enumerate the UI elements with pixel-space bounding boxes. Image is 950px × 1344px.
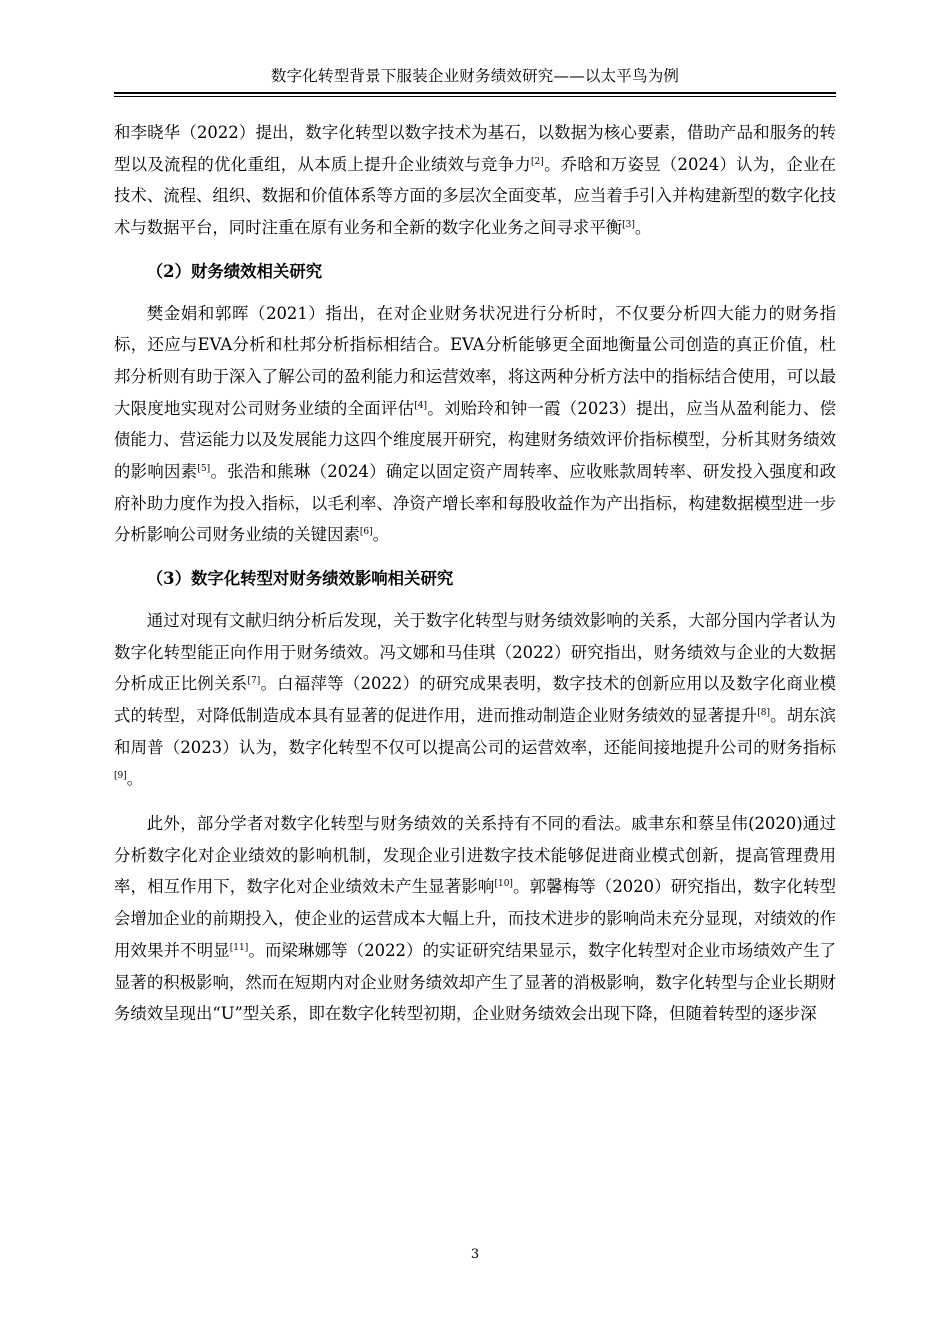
- citation-3: [3]: [622, 220, 635, 231]
- citation-6: [6]: [359, 527, 373, 538]
- citation-8: [8]: [757, 707, 771, 718]
- citation-2: [2]: [531, 156, 544, 167]
- citation-11: [11]: [229, 942, 249, 953]
- header-rule-thin: [114, 96, 836, 97]
- section-heading-digital-impact: （3）数字化转型对财务绩效影响相关研究: [146, 569, 454, 589]
- paragraph-differing-views: 此外，部分学者对数字化转型与财务绩效的关系持有不同的看法。戚聿东和蔡呈伟(2020)通过分析数字化对企业绩效的影响机制，发现企业引进数字技术能够促进商业模式创新，提高管理费用率，相互作用下，数字化对企业绩效未产生显著影响[10]。郭馨梅等（2020）研究指出，数字化转型会增加企业的前期投入，使企业的运营成本大幅上升，而技术进步的影响尚未充分显现，对绩效的作用效果并不明显[11]。而梁琳娜等（2022）的实证研究结果显示，数字化转型对企业市场绩效产生了显著的积极影响，然而在短期内对企业财务绩效却产生了显著的消极影响，数字化转型与企业长期财务绩效呈现出“U”型关系，即在数字化转型初期，企业财务绩效会出现下降，但随着转型的逐步深: [114, 814, 837, 1024]
- citation-4: [4]: [414, 400, 428, 411]
- paragraph-positive-impact-research: 通过对现有文献归纳分析后发现，关于数字化转型与财务绩效影响的关系，大部分国内学者认为数字化转型能正向作用于财务绩效。冯文娜和马佳琪（2022）研究指出，财务绩效与企业的大数据分析成正比例关系[7]。白福萍等（2022）的研究成果表明，数字技术的创新应用以及数字化商业模式的转型，对降低制造成本具有显著的促进作用，进而推动制造企业财务绩效的显著提升[8]。胡东滨和周普（2023）认为，数字化转型不仅可以提高公司的运营效率，还能间接地提升公司的财务指标[9]。: [114, 610, 837, 789]
- header-rule-thick: [114, 92, 836, 94]
- running-header: 数字化转型背景下服装企业财务绩效研究——以太平鸟为例: [270, 67, 680, 85]
- section-heading-financial-performance: （2）财务绩效相关研究: [146, 261, 323, 281]
- citation-9: [9]: [114, 771, 127, 782]
- page-body: [114, 117, 836, 1030]
- paragraph-financial-performance-research: 樊金娟和郭晖（2021）指出，在对企业财务状况进行分析时，不仅要分析四大能力的财务指标，还应与EVA分析和杜邦分析指标相结合。EVA分析能够更全面地衡量公司创造的真正价值，杜邦分析则有助于深入了解公司的盈利能力和运营效率，将这两种分析方法中的指标结合使用，可以最大限度地实现对公司财务业绩的全面评估[4]。刘贻玲和钟一霞（2023）提出，应当从盈利能力、偿债能力、营运能力以及发展能力这四个维度展开研究，构建财务绩效评价指标模型，分析其财务绩效的影响因素[5]。张浩和熊琳（2024）确定以固定资产周转率、应收账款周转率、研发投入强度和政府补助力度作为投入指标，以毛利率、净资产增长率和每股收益作为产出指标，构建数据模型进一步分析影响公司财务业绩的关键因素[6]。: [114, 303, 837, 545]
- paragraph-digital-transformation-definition: 和李晓华（2022）提出，数字化转型以数字技术为基石，以数据为核心要素，借助产品和服务的转型以及流程的优化重组，从本质上提升企业绩效与竞争力[2]。乔晗和万姿昱（2024）认为，企业在技术、流程、组织、数据和价值体系等方面的多层次全面变革，应当着手引入并构建新型的数字化技术与数据平台，同时注重在原有业务和全新的数字化业务之间寻求平衡[3]。: [114, 123, 836, 238]
- page-number: 3: [470, 1247, 480, 1262]
- citation-5: [5]: [197, 464, 211, 475]
- citation-10: [10]: [494, 879, 513, 890]
- citation-7: [7]: [247, 676, 261, 687]
